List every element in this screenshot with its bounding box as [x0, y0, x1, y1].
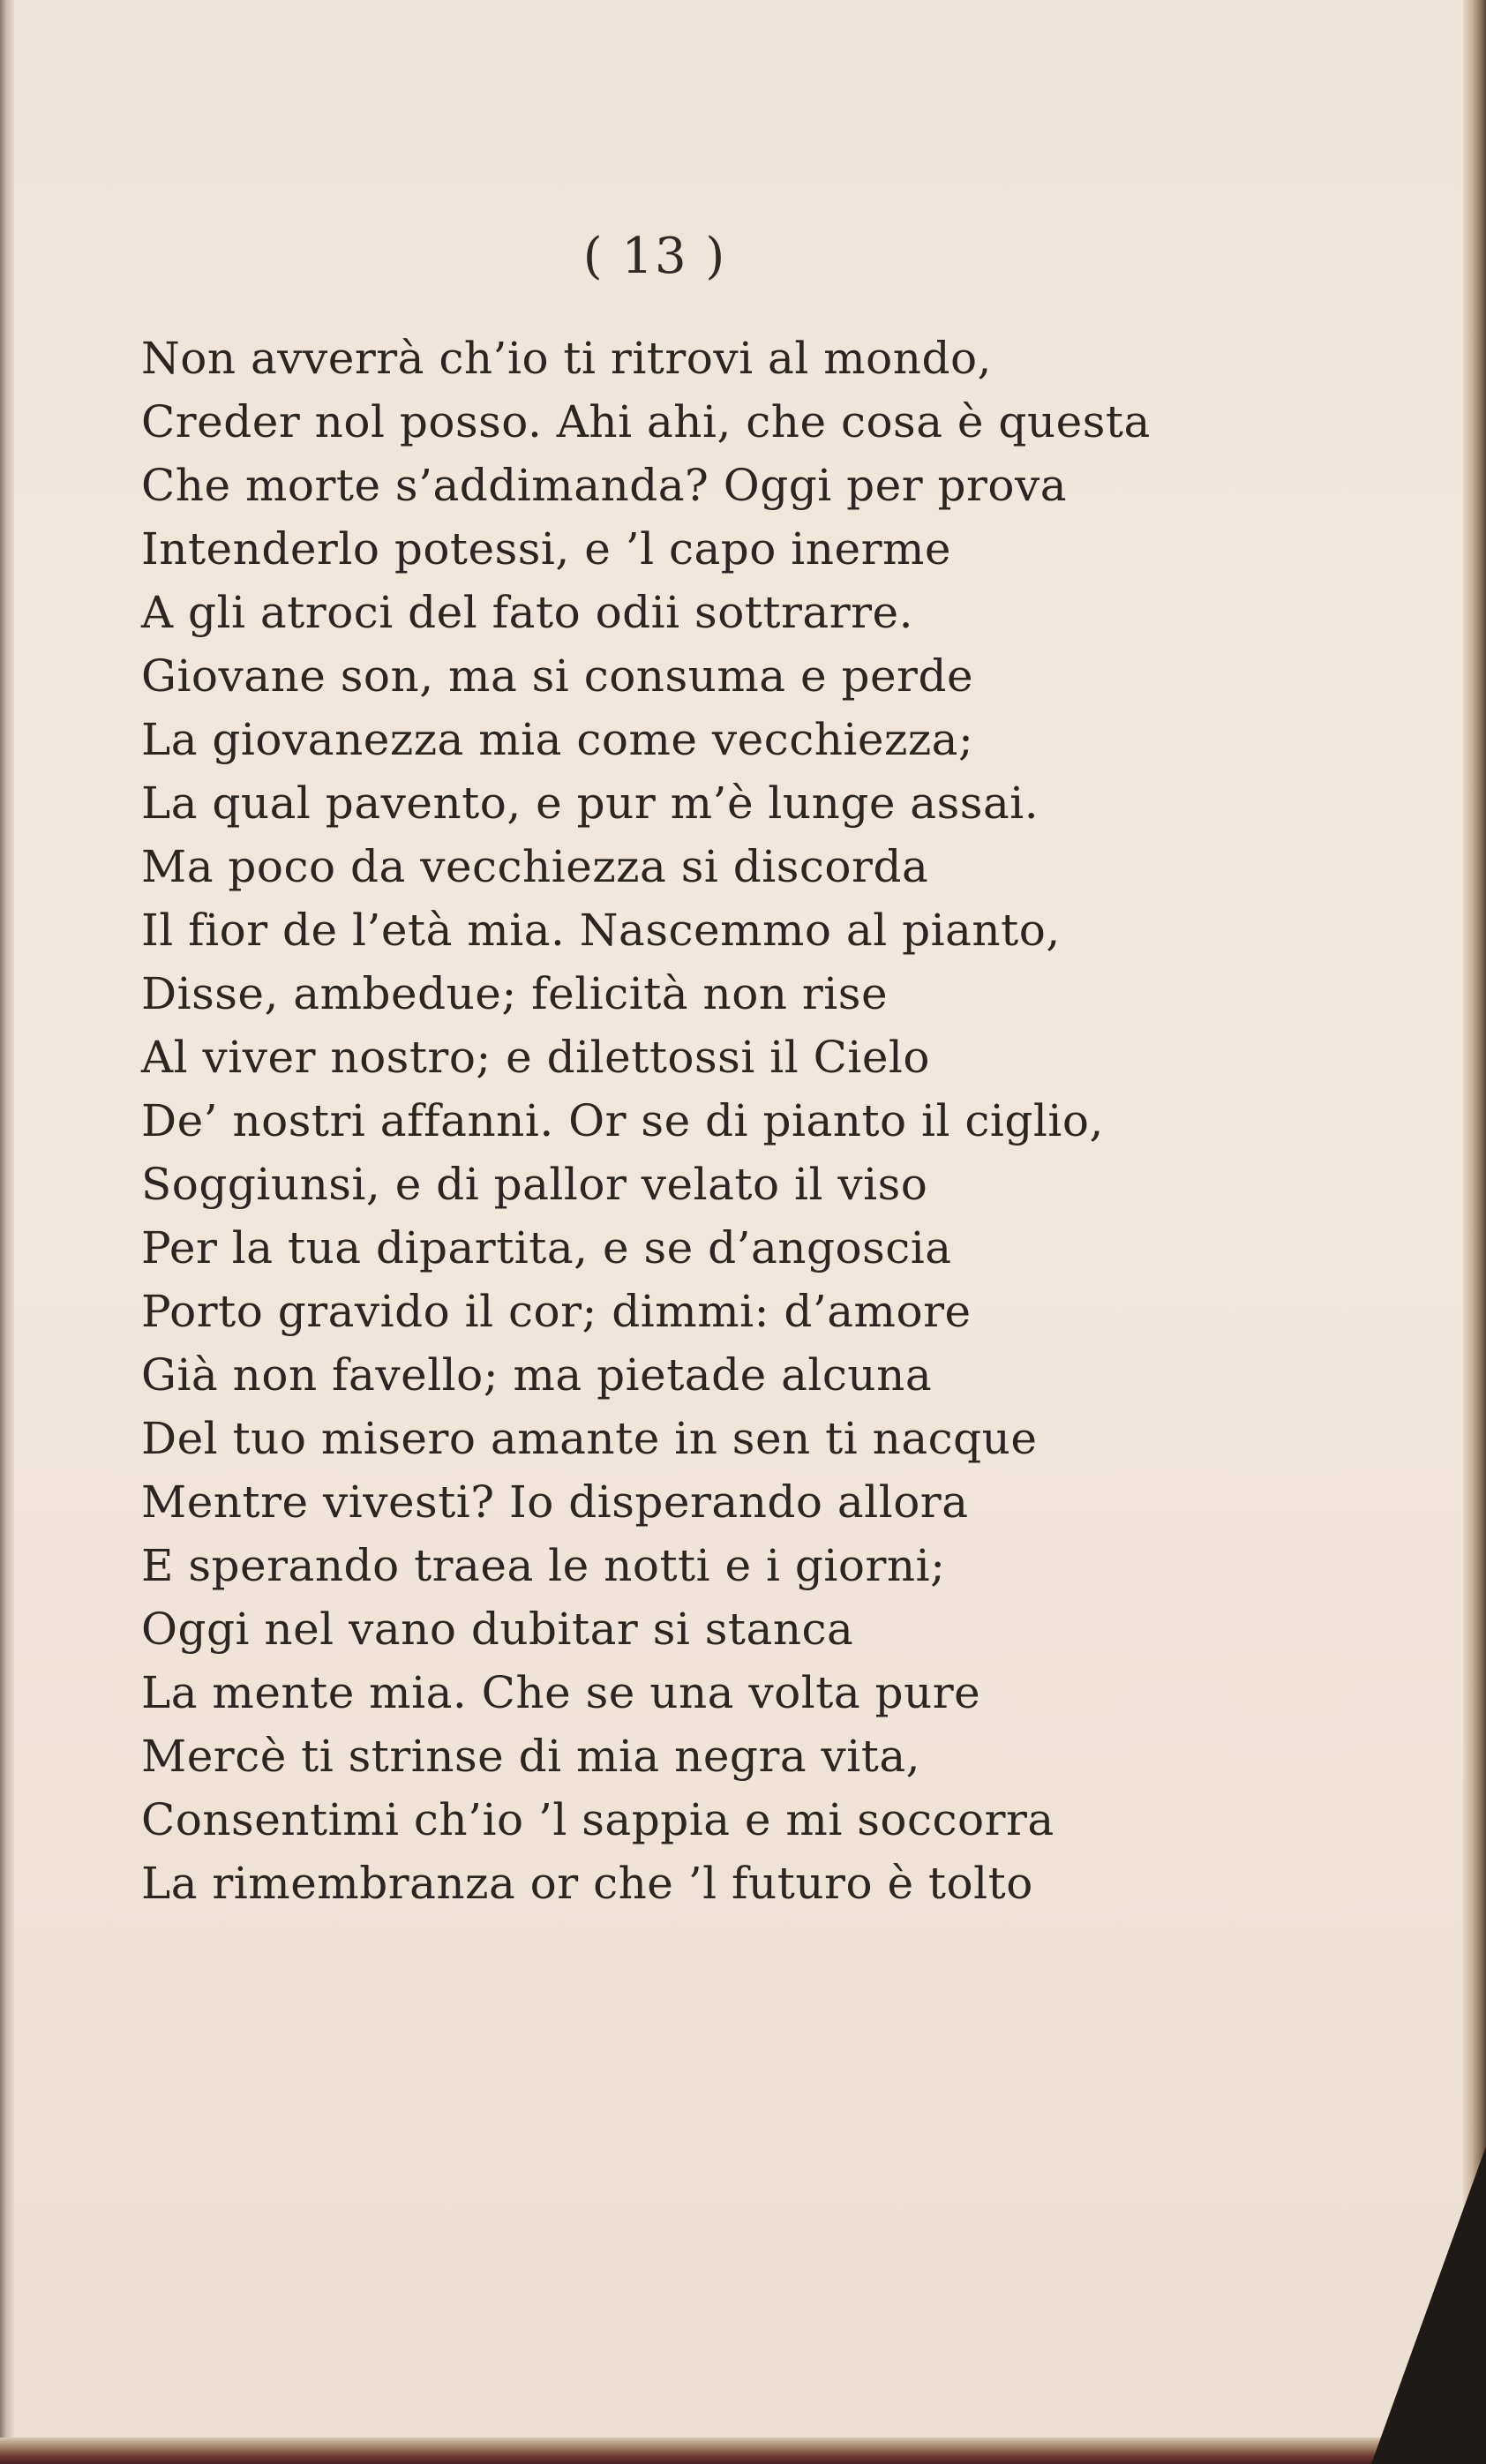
- poem-line: Che morte s’addimanda? Oggi per prova: [141, 460, 1068, 511]
- poem-line: La giovanezza mia come vecchiezza;: [141, 714, 974, 765]
- page-number: ( 13 ): [582, 228, 727, 285]
- poem-line: La mente mia. Che se una volta pure: [141, 1667, 981, 1718]
- corner-shadow: [1371, 2146, 1486, 2464]
- poem-line: Già non favello; ma pietade alcuna: [141, 1349, 933, 1401]
- poem-line: Soggiunsi, e di pallor velato il viso: [141, 1159, 928, 1210]
- poem-line: La rimembranza or che ’l futuro è tolto: [141, 1858, 1033, 1909]
- poem-line: E sperando traea le notti e i giorni;: [141, 1540, 946, 1591]
- poem-line: Mentre vivesti? Io disperando allora: [141, 1476, 969, 1528]
- poem-line: A gli atroci del fato odii sottrarre.: [141, 587, 913, 638]
- poem-line: Al viver nostro; e dilettossi il Cielo: [141, 1032, 931, 1083]
- poem-line: Del tuo misero amante in sen ti nacque: [141, 1413, 1038, 1464]
- poem-line: Il fior de l’età mia. Nascemmo al pianto,: [141, 905, 1061, 956]
- poem-line: Intenderlo potessi, e ’l capo inerme: [141, 523, 951, 575]
- poem-line: Oggi nel vano dubitar si stanca: [141, 1604, 854, 1655]
- poem-line: Per la tua dipartita, e se d’angoscia: [141, 1222, 952, 1273]
- poem-line: Creder nol posso. Ahi ahi, che cosa è questa: [141, 396, 1151, 447]
- poem-text: [141, 327, 1151, 1915]
- poem-line: Disse, ambedue; felicità non rise: [141, 968, 889, 1019]
- poem-line: Porto gravido il cor; dimmi: d’amore: [141, 1286, 972, 1337]
- poem-line: La qual pavento, e pur m’è lunge assai.: [141, 778, 1039, 829]
- poem-line: Non avverrà ch’io ti ritrovi al mondo,: [141, 333, 992, 384]
- page-gutter-edge: [0, 0, 14, 2464]
- poem-line: Mercè ti strinse di mia negra vita,: [141, 1731, 921, 1782]
- page-bottom-edge: [0, 2438, 1486, 2464]
- poem-line: De’ nostri affanni. Or se di pianto il ciglio,: [141, 1095, 1104, 1146]
- page-fore-edge: [1463, 0, 1486, 2464]
- poem-line: Consentimi ch’io ’l sappia e mi soccorra: [141, 1794, 1054, 1845]
- poem-line: Giovane son, ma si consuma e perde: [141, 650, 974, 702]
- poem-line: Ma poco da vecchiezza si discorda: [141, 841, 929, 892]
